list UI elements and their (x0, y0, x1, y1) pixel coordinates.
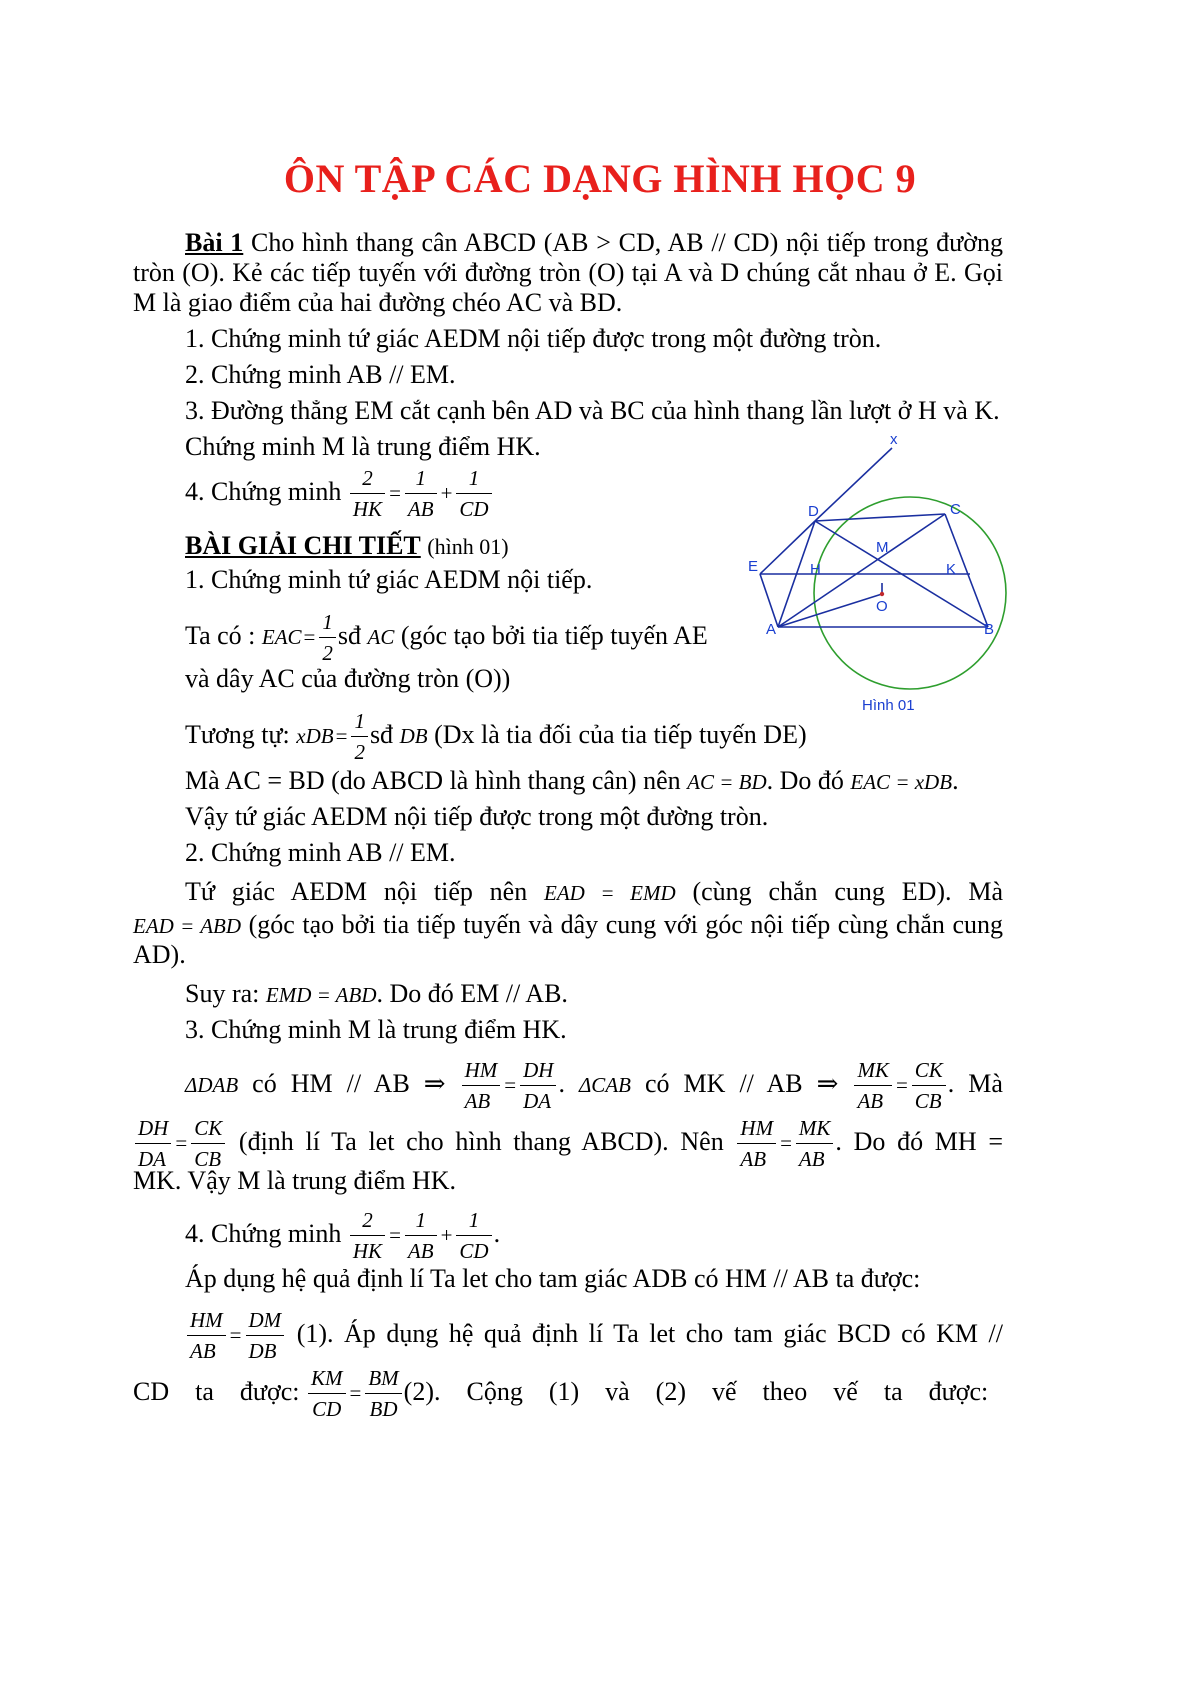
label-d: D (808, 503, 819, 520)
point-o (880, 592, 884, 596)
label-m: M (876, 539, 889, 556)
problem-line-1 (133, 227, 1003, 259)
solution-4-line-3: CD ta được: $\frac{KM}{CD}$ = $\frac{BM}{BD}$ (2). Cộng (1) và (2) vế theo vế ta được: (133, 1366, 989, 1421)
geometry-figure (748, 431, 1010, 720)
fraction-2-hk: $\frac{2}{HK}$ (350, 468, 385, 520)
segment-dc (815, 514, 945, 521)
label-h: H (810, 561, 821, 578)
segment-ao (778, 594, 882, 627)
figure-caption: Hình 01 (862, 697, 915, 714)
problem-line-2: tròn (O). Kẻ các tiếp tuyến với đường tròn (O) tại A và D chúng cắt nhau ở E. Gọi (133, 258, 1003, 287)
question-3-line-2: Chứng minh M là trung điểm HK. (185, 432, 541, 461)
solution-1-line-2: và dây AC của đường tròn (O)) (185, 664, 511, 693)
circle-o (814, 497, 1006, 689)
problem-label: Bài 1 (185, 228, 244, 257)
diagonal-ac (778, 514, 945, 627)
ray-dx (815, 448, 892, 521)
solution-1-line-4: Mà AC = BD (do ABCD là hình thang cân) nên AC = BD. Do đó EAC = xDB. (185, 766, 959, 795)
label-k: K (946, 561, 957, 578)
solution-4-title: 4. Chứng minh $\frac{2}{HK}$ = $\frac{1}{AB}$ + $\frac{1}{CD}$ . (185, 1208, 501, 1263)
label-o: O (876, 598, 888, 615)
question-4: 4. Chứng minh $\frac{2}{HK}$ = $\frac{1}{AB}$ + $\frac{1}{CD}$ (185, 468, 494, 520)
problem-text-1: Cho hình thang cân ABCD (AB > CD, AB // CD) nội tiếp trong đường (251, 228, 1004, 257)
solution-1-title: 1. Chứng minh tứ giác AEDM nội tiếp. (185, 565, 593, 594)
page-title: ÔN TẬP CÁC DẠNG HÌNH HỌC 9 (283, 156, 917, 201)
solution-4-line-2: $\frac{HM}{AB}$ = $\frac{DM}{DB}$ (1). Áp dụng hệ quả định lí Ta let cho tam giác BCD có KM // (185, 1310, 1003, 1362)
solution-4-line-1: Áp dụng hệ quả định lí Ta let cho tam giác ADB có HM // AB ta được: (185, 1264, 921, 1293)
solution-2-line-1: Tứ giác AEDM nội tiếp nên EAD = EMD (cùng chắn cung ED). Mà (185, 877, 1003, 906)
solution-2-title: 2. Chứng minh AB // EM. (185, 838, 456, 867)
figure-labels (748, 431, 994, 714)
solution-2-line-2: EAD = ABD (góc tạo bởi tia tiếp tuyến và dây cung với góc nội tiếp cùng chắn cung (133, 910, 1003, 939)
label-x: x (890, 431, 898, 448)
problem-line-3: M là giao điểm của hai đường chéo AC và BD. (133, 288, 623, 317)
label-e: E (748, 558, 759, 575)
question-4-label: 4. Chứng minh (185, 476, 342, 506)
solution-1-line-1: Ta có : EAC= $\frac{1}{2}$ sđ AC (góc tạo bởi tia tiếp tuyến AE (185, 610, 708, 665)
label-a: A (766, 621, 777, 638)
question-3-line-1: 3. Đường thẳng EM cắt cạnh bên AD và BC của hình thang lần lượt ở H và K. (185, 396, 1000, 425)
solution-3-line-1: ΔDAB có HM // AB ⇒ $\frac{HM}{AB}$ = $\frac{DH}{DA}$ . ΔCAB có MK // AB ⇒ $\frac{MK}{AB}$ = $\frac{CK}{CB}$ . Mà (185, 1058, 1003, 1113)
solution-2-line-4: Suy ra: EMD = ABD. Do đó EM // AB. (185, 979, 568, 1008)
label-c: C (950, 501, 961, 518)
tangent-ed (760, 521, 815, 574)
solution-3-title: 3. Chứng minh M là trung điểm HK. (185, 1015, 567, 1044)
label-b: B (984, 621, 995, 638)
tangent-ea (760, 574, 778, 627)
solution-heading: BÀI GIẢI CHI TIẾT (hình 01) (185, 531, 509, 560)
solution-1-conclusion: Vậy tứ giác AEDM nội tiếp được trong một đường tròn. (185, 802, 769, 831)
solution-2-line-3: AD). (133, 940, 186, 969)
question-1: 1. Chứng minh tứ giác AEDM nội tiếp được trong một đường tròn. (185, 324, 882, 353)
solution-3-conclusion: MK. Vậy M là trung điểm HK. (133, 1166, 457, 1195)
fraction-1-cd: $\frac{1}{CD}$ (456, 468, 491, 520)
fraction-1-ab: $\frac{1}{AB}$ (405, 468, 437, 520)
solution-3-line-2: $\frac{DH}{DA}$ = $\frac{CK}{CB}$ (định lí Ta let cho hình thang ABCD). Nên $\frac{HM}{AB}$ = $\frac{MK}{AB}$ . Do đó MH = (133, 1118, 1003, 1170)
heading-note: (hình 01) (427, 534, 509, 559)
question-2: 2. Chứng minh AB // EM. (185, 360, 456, 389)
solution-1-line-3: Tương tự: xDB= $\frac{1}{2}$ sđ DB (Dx là tia đối của tia tiếp tuyến DE) (185, 709, 807, 764)
